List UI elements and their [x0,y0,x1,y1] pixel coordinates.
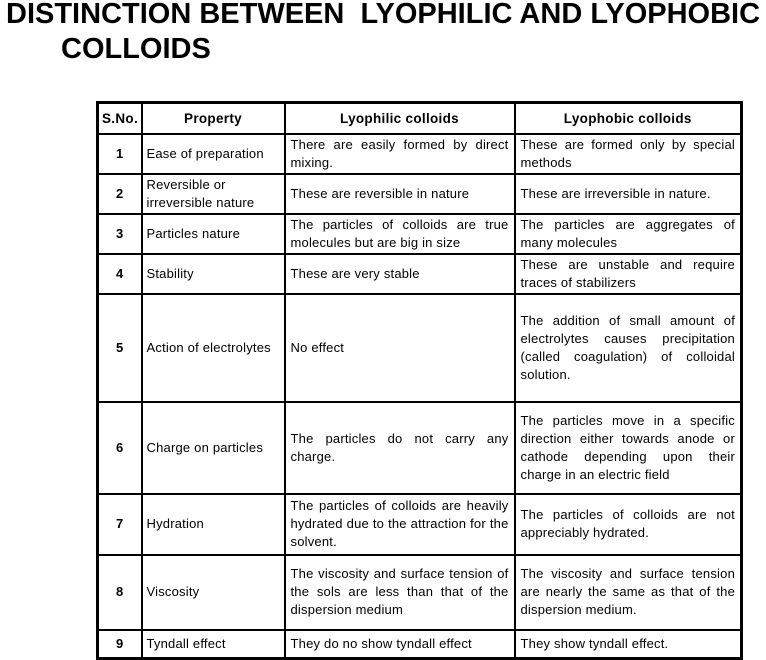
sno-cell: 4 [98,254,142,294]
property-cell: Stability [142,254,285,294]
table-row [98,174,742,214]
sno-cell: 9 [98,630,142,659]
sno-cell: 2 [98,174,142,214]
property-cell: Tyndall effect [142,630,285,659]
table-row [98,214,742,254]
sno-cell: 7 [98,494,142,555]
sno-cell: 6 [98,402,142,494]
lyophilic-cell: They do no show tyndall effect [285,630,515,659]
lyophobic-cell: These are unstable and require traces of stabilizers [515,254,742,294]
header-lyophilic: Lyophilic colloids [285,103,515,134]
lyophilic-cell: No effect [285,294,515,402]
property-cell: Charge on particles [142,402,285,494]
lyophobic-cell: The particles of colloids are not appreciably hydrated. [515,494,742,555]
lyophobic-cell: The addition of small amount of electrolytes causes precipitation (called coagulation) of colloidal solution. [515,294,742,402]
table-row [98,254,742,294]
property-cell: Ease of preparation [142,134,285,174]
lyophilic-cell: The particles of colloids are heavily hydrated due to the attraction for the solvent. [285,494,515,555]
lyophilic-cell: The particles do not carry any charge. [285,402,515,494]
property-cell: Particles nature [142,214,285,254]
lyophobic-cell: The particles move in a specific direction either towards anode or cathode depending upon their charge in an electric field [515,402,742,494]
property-cell: Action of electrolytes [142,294,285,402]
header-lyophobic: Lyophobic colloids [515,103,742,134]
lyophobic-cell: These are formed only by special methods [515,134,742,174]
lyophilic-cell: The particles of colloids are true molecules but are big in size [285,214,515,254]
property-cell: Hydration [142,494,285,555]
sno-cell: 8 [98,555,142,630]
lyophobic-cell: These are irreversible in nature. [515,174,742,214]
page-title-line-1: DISTINCTION BETWEEN LYOPHILIC AND LYOPHOBIC [6,0,761,30]
page-title-line-2: COLLOIDS [61,33,211,65]
table-row [98,630,742,659]
sno-cell: 5 [98,294,142,402]
lyophilic-cell: These are reversible in nature [285,174,515,214]
property-cell: Reversible or irreversible nature [142,174,285,214]
table-row [98,494,742,555]
table-row [98,402,742,494]
table-row [98,294,742,402]
page-title [6,0,760,67]
lyophobic-cell: They show tyndall effect. [515,630,742,659]
lyophilic-cell: There are easily formed by direct mixing. [285,134,515,174]
table-header-row [98,103,742,134]
header-sno: S.No. [98,103,142,134]
lyophilic-cell: The viscosity and surface tension of the sols are less than that of the dispersion medium [285,555,515,630]
property-cell: Viscosity [142,555,285,630]
table-row [98,134,742,174]
sno-cell: 1 [98,134,142,174]
header-property: Property [142,103,285,134]
sno-cell: 3 [98,214,142,254]
colloids-comparison-table [96,101,743,660]
lyophobic-cell: The particles are aggregates of many molecules [515,214,742,254]
lyophilic-cell: These are very stable [285,254,515,294]
lyophobic-cell: The viscosity and surface tension are nearly the same as that of the dispersion medium. [515,555,742,630]
table-row [98,555,742,630]
